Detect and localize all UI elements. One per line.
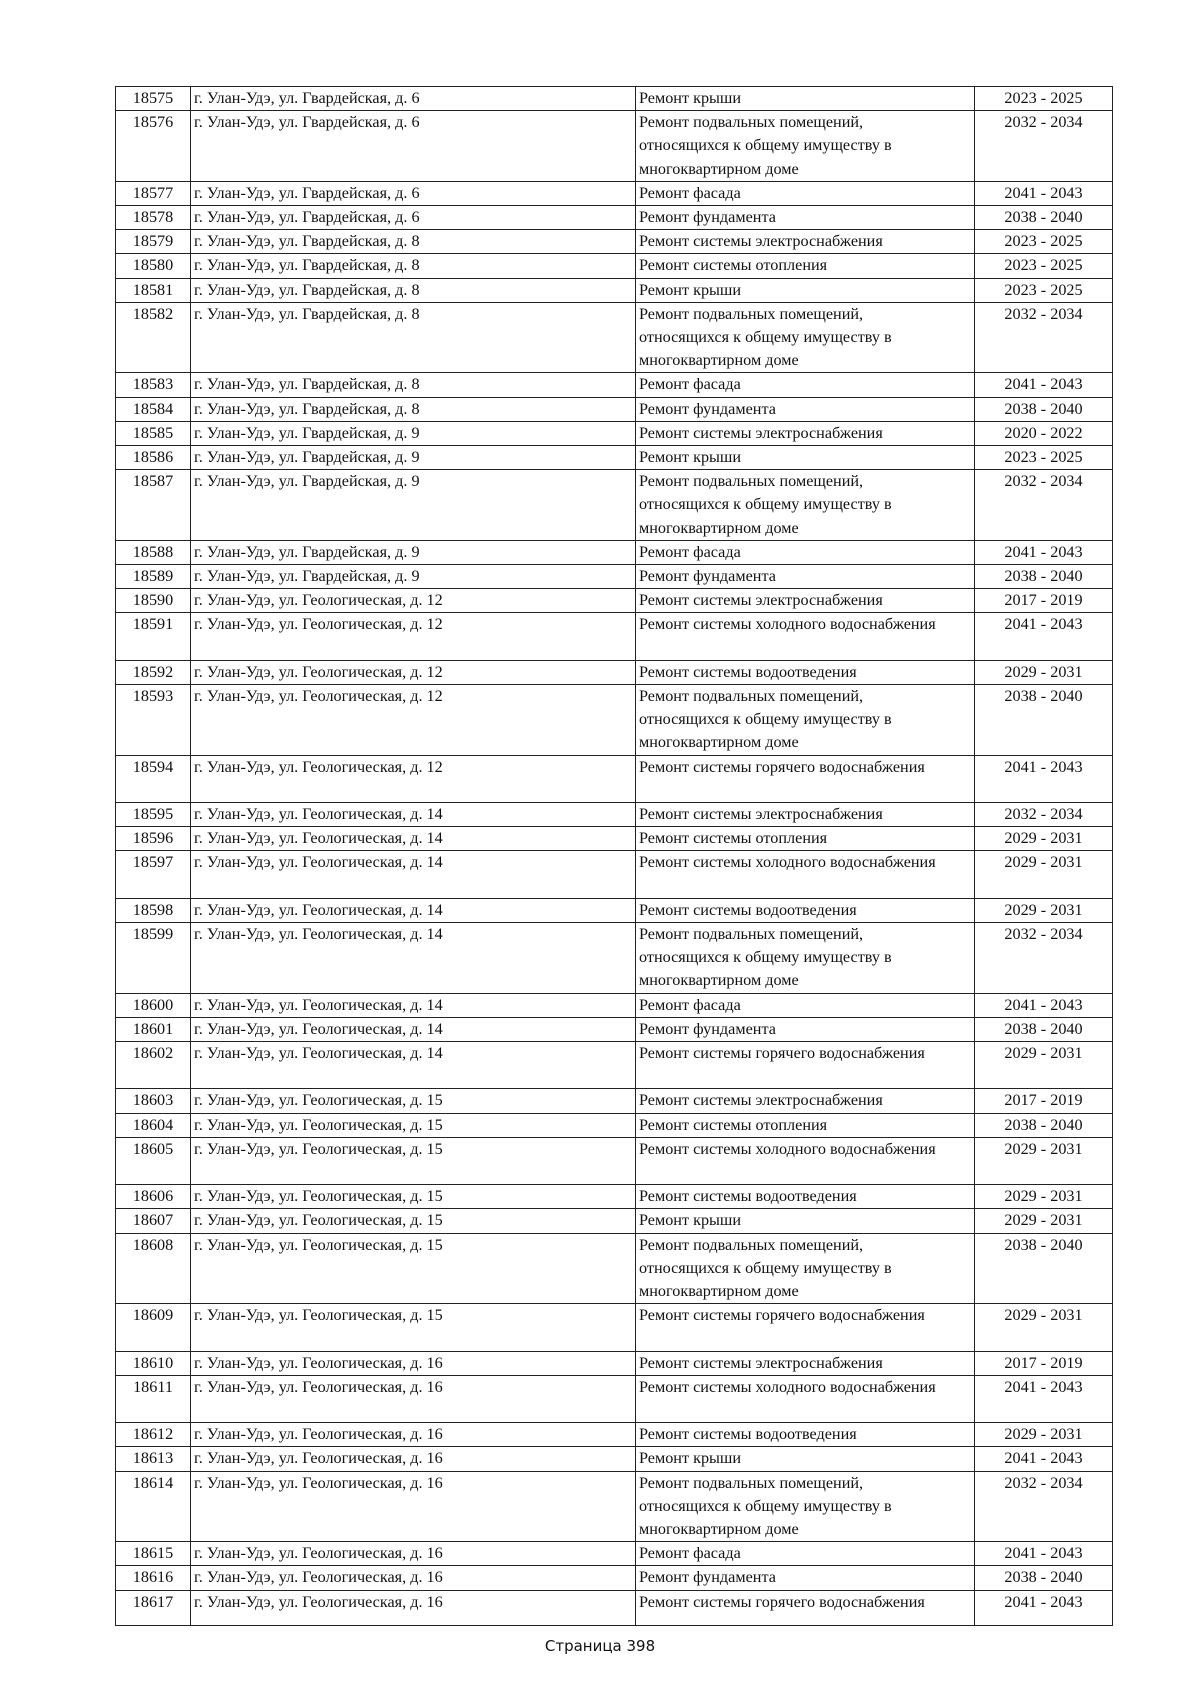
row-number-cell: 18576 bbox=[116, 111, 191, 182]
table-row bbox=[116, 993, 1113, 1017]
address-cell: г. Улан-Удэ, ул. Геологическая, д. 16 bbox=[191, 1471, 636, 1542]
work-type-cell: Ремонт системы электроснабжения bbox=[636, 803, 975, 827]
table-row bbox=[116, 181, 1113, 205]
table-row bbox=[116, 923, 1113, 994]
work-type-cell: Ремонт фасада bbox=[636, 1542, 975, 1566]
row-number-cell: 18595 bbox=[116, 803, 191, 827]
address-cell: г. Улан-Удэ, ул. Геологическая, д. 12 bbox=[191, 755, 636, 802]
table-row bbox=[116, 1375, 1113, 1422]
work-type-cell: Ремонт системы отопления bbox=[636, 827, 975, 851]
table-row bbox=[116, 1137, 1113, 1184]
repair-schedule-table bbox=[115, 86, 1113, 1626]
work-type-cell: Ремонт фундамента bbox=[636, 1017, 975, 1041]
address-cell: г. Улан-Удэ, ул. Геологическая, д. 14 bbox=[191, 803, 636, 827]
address-cell: г. Улан-Удэ, ул. Геологическая, д. 16 bbox=[191, 1542, 636, 1566]
period-cell: 2041 - 2043 bbox=[975, 181, 1113, 205]
period-cell: 2029 - 2031 bbox=[975, 1185, 1113, 1209]
period-cell: 2029 - 2031 bbox=[975, 1042, 1113, 1089]
work-type-cell: Ремонт подвальных помещений, относящихся к общему имуществу в многоквартирном доме bbox=[636, 1471, 975, 1542]
work-type-cell: Ремонт фундамента bbox=[636, 565, 975, 589]
row-number-cell: 18585 bbox=[116, 421, 191, 445]
row-number-cell: 18613 bbox=[116, 1447, 191, 1471]
period-cell: 2029 - 2031 bbox=[975, 1304, 1113, 1351]
address-cell: г. Улан-Удэ, ул. Геологическая, д. 12 bbox=[191, 660, 636, 684]
address-cell: г. Улан-Удэ, ул. Геологическая, д. 14 bbox=[191, 1042, 636, 1089]
address-cell: г. Улан-Удэ, ул. Геологическая, д. 16 bbox=[191, 1375, 636, 1422]
table-row bbox=[116, 1113, 1113, 1137]
period-cell: 2032 - 2034 bbox=[975, 923, 1113, 994]
period-cell: 2032 - 2034 bbox=[975, 111, 1113, 182]
address-cell: г. Улан-Удэ, ул. Гвардейская, д. 6 bbox=[191, 87, 636, 111]
table-row bbox=[116, 589, 1113, 613]
work-type-cell: Ремонт фундамента bbox=[636, 397, 975, 421]
row-number-cell: 18577 bbox=[116, 181, 191, 205]
address-cell: г. Улан-Удэ, ул. Геологическая, д. 15 bbox=[191, 1137, 636, 1184]
period-cell: 2023 - 2025 bbox=[975, 230, 1113, 254]
table-row bbox=[116, 1089, 1113, 1113]
address-cell: г. Улан-Удэ, ул. Гвардейская, д. 8 bbox=[191, 302, 636, 373]
table-row bbox=[116, 254, 1113, 278]
work-type-cell: Ремонт системы холодного водоснабжения bbox=[636, 1375, 975, 1422]
period-cell: 2038 - 2040 bbox=[975, 565, 1113, 589]
work-type-cell: Ремонт фундамента bbox=[636, 1566, 975, 1590]
work-type-cell: Ремонт подвальных помещений, относящихся к общему имуществу в многоквартирном доме bbox=[636, 1233, 975, 1304]
address-cell: г. Улан-Удэ, ул. Гвардейская, д. 8 bbox=[191, 230, 636, 254]
address-cell: г. Улан-Удэ, ул. Гвардейская, д. 6 bbox=[191, 206, 636, 230]
work-type-cell: Ремонт системы горячего водоснабжения bbox=[636, 1042, 975, 1089]
period-cell: 2029 - 2031 bbox=[975, 1137, 1113, 1184]
period-cell: 2029 - 2031 bbox=[975, 1209, 1113, 1233]
row-number-cell: 18612 bbox=[116, 1423, 191, 1447]
row-number-cell: 18575 bbox=[116, 87, 191, 111]
period-cell: 2017 - 2019 bbox=[975, 1089, 1113, 1113]
table-row bbox=[116, 1351, 1113, 1375]
work-type-cell: Ремонт подвальных помещений, относящихся к общему имуществу в многоквартирном доме bbox=[636, 470, 975, 541]
table-row bbox=[116, 803, 1113, 827]
address-cell: г. Улан-Удэ, ул. Гвардейская, д. 8 bbox=[191, 278, 636, 302]
address-cell: г. Улан-Удэ, ул. Геологическая, д. 15 bbox=[191, 1304, 636, 1351]
row-number-cell: 18610 bbox=[116, 1351, 191, 1375]
work-type-cell: Ремонт системы электроснабжения bbox=[636, 589, 975, 613]
period-cell: 2032 - 2034 bbox=[975, 470, 1113, 541]
work-type-cell: Ремонт системы электроснабжения bbox=[636, 1089, 975, 1113]
address-cell: г. Улан-Удэ, ул. Гвардейская, д. 9 bbox=[191, 421, 636, 445]
table-row bbox=[116, 1017, 1113, 1041]
table-row bbox=[116, 470, 1113, 541]
table-row bbox=[116, 1542, 1113, 1566]
row-number-cell: 18608 bbox=[116, 1233, 191, 1304]
row-number-cell: 18615 bbox=[116, 1542, 191, 1566]
period-cell: 2029 - 2031 bbox=[975, 851, 1113, 898]
address-cell: г. Улан-Удэ, ул. Гвардейская, д. 9 bbox=[191, 446, 636, 470]
row-number-cell: 18597 bbox=[116, 851, 191, 898]
period-cell: 2041 - 2043 bbox=[975, 993, 1113, 1017]
table-row bbox=[116, 613, 1113, 660]
period-cell: 2041 - 2043 bbox=[975, 373, 1113, 397]
period-cell: 2023 - 2025 bbox=[975, 254, 1113, 278]
row-number-cell: 18589 bbox=[116, 565, 191, 589]
work-type-cell: Ремонт системы горячего водоснабжения bbox=[636, 1304, 975, 1351]
row-number-cell: 18605 bbox=[116, 1137, 191, 1184]
table-row bbox=[116, 540, 1113, 564]
table-row bbox=[116, 1590, 1113, 1625]
table-row bbox=[116, 397, 1113, 421]
work-type-cell: Ремонт фасада bbox=[636, 373, 975, 397]
work-type-cell: Ремонт системы отопления bbox=[636, 254, 975, 278]
address-cell: г. Улан-Удэ, ул. Геологическая, д. 14 bbox=[191, 898, 636, 922]
work-type-cell: Ремонт системы горячего водоснабжения bbox=[636, 1590, 975, 1625]
address-cell: г. Улан-Удэ, ул. Геологическая, д. 14 bbox=[191, 1017, 636, 1041]
period-cell: 2029 - 2031 bbox=[975, 1423, 1113, 1447]
period-cell: 2020 - 2022 bbox=[975, 421, 1113, 445]
table-row bbox=[116, 278, 1113, 302]
address-cell: г. Улан-Удэ, ул. Гвардейская, д. 8 bbox=[191, 254, 636, 278]
row-number-cell: 18590 bbox=[116, 589, 191, 613]
period-cell: 2041 - 2043 bbox=[975, 755, 1113, 802]
work-type-cell: Ремонт фасада bbox=[636, 181, 975, 205]
table-row bbox=[116, 1566, 1113, 1590]
address-cell: г. Улан-Удэ, ул. Геологическая, д. 16 bbox=[191, 1566, 636, 1590]
table-row bbox=[116, 1233, 1113, 1304]
address-cell: г. Улан-Удэ, ул. Гвардейская, д. 9 bbox=[191, 565, 636, 589]
table-row bbox=[116, 230, 1113, 254]
period-cell: 2041 - 2043 bbox=[975, 1590, 1113, 1625]
period-cell: 2038 - 2040 bbox=[975, 397, 1113, 421]
work-type-cell: Ремонт крыши bbox=[636, 87, 975, 111]
work-type-cell: Ремонт системы электроснабжения bbox=[636, 230, 975, 254]
address-cell: г. Улан-Удэ, ул. Геологическая, д. 16 bbox=[191, 1351, 636, 1375]
row-number-cell: 18603 bbox=[116, 1089, 191, 1113]
table-row bbox=[116, 446, 1113, 470]
row-number-cell: 18607 bbox=[116, 1209, 191, 1233]
work-type-cell: Ремонт крыши bbox=[636, 278, 975, 302]
work-type-cell: Ремонт подвальных помещений, относящихся к общему имуществу в многоквартирном доме bbox=[636, 685, 975, 756]
period-cell: 2017 - 2019 bbox=[975, 589, 1113, 613]
table-row bbox=[116, 827, 1113, 851]
address-cell: г. Улан-Удэ, ул. Геологическая, д. 14 bbox=[191, 851, 636, 898]
row-number-cell: 18611 bbox=[116, 1375, 191, 1422]
table-row bbox=[116, 421, 1113, 445]
table-row bbox=[116, 1447, 1113, 1471]
row-number-cell: 18606 bbox=[116, 1185, 191, 1209]
table-row bbox=[116, 851, 1113, 898]
row-number-cell: 18578 bbox=[116, 206, 191, 230]
row-number-cell: 18593 bbox=[116, 685, 191, 756]
period-cell: 2041 - 2043 bbox=[975, 1375, 1113, 1422]
period-cell: 2041 - 2043 bbox=[975, 1447, 1113, 1471]
work-type-cell: Ремонт системы водоотведения bbox=[636, 660, 975, 684]
period-cell: 2041 - 2043 bbox=[975, 1542, 1113, 1566]
address-cell: г. Улан-Удэ, ул. Геологическая, д. 12 bbox=[191, 685, 636, 756]
work-type-cell: Ремонт фундамента bbox=[636, 206, 975, 230]
table-row bbox=[116, 1304, 1113, 1351]
row-number-cell: 18604 bbox=[116, 1113, 191, 1137]
address-cell: г. Улан-Удэ, ул. Гвардейская, д. 6 bbox=[191, 111, 636, 182]
work-type-cell: Ремонт подвальных помещений, относящихся к общему имуществу в многоквартирном доме bbox=[636, 302, 975, 373]
address-cell: г. Улан-Удэ, ул. Геологическая, д. 12 bbox=[191, 589, 636, 613]
table-row bbox=[116, 685, 1113, 756]
work-type-cell: Ремонт системы холодного водоснабжения bbox=[636, 613, 975, 660]
row-number-cell: 18599 bbox=[116, 923, 191, 994]
work-type-cell: Ремонт системы водоотведения bbox=[636, 898, 975, 922]
row-number-cell: 18596 bbox=[116, 827, 191, 851]
period-cell: 2023 - 2025 bbox=[975, 446, 1113, 470]
work-type-cell: Ремонт подвальных помещений, относящихся к общему имуществу в многоквартирном доме bbox=[636, 923, 975, 994]
period-cell: 2038 - 2040 bbox=[975, 206, 1113, 230]
work-type-cell: Ремонт системы электроснабжения bbox=[636, 1351, 975, 1375]
row-number-cell: 18583 bbox=[116, 373, 191, 397]
address-cell: г. Улан-Удэ, ул. Геологическая, д. 14 bbox=[191, 923, 636, 994]
period-cell: 2038 - 2040 bbox=[975, 1566, 1113, 1590]
address-cell: г. Улан-Удэ, ул. Гвардейская, д. 8 bbox=[191, 373, 636, 397]
row-number-cell: 18582 bbox=[116, 302, 191, 373]
table-row bbox=[116, 565, 1113, 589]
address-cell: г. Улан-Удэ, ул. Геологическая, д. 15 bbox=[191, 1209, 636, 1233]
row-number-cell: 18581 bbox=[116, 278, 191, 302]
work-type-cell: Ремонт системы холодного водоснабжения bbox=[636, 851, 975, 898]
table-row bbox=[116, 660, 1113, 684]
address-cell: г. Улан-Удэ, ул. Гвардейская, д. 8 bbox=[191, 397, 636, 421]
period-cell: 2038 - 2040 bbox=[975, 1017, 1113, 1041]
work-type-cell: Ремонт крыши bbox=[636, 446, 975, 470]
period-cell: 2038 - 2040 bbox=[975, 1113, 1113, 1137]
table-row bbox=[116, 755, 1113, 802]
row-number-cell: 18579 bbox=[116, 230, 191, 254]
row-number-cell: 18580 bbox=[116, 254, 191, 278]
work-type-cell: Ремонт системы холодного водоснабжения bbox=[636, 1137, 975, 1184]
work-type-cell: Ремонт фасада bbox=[636, 540, 975, 564]
row-number-cell: 18588 bbox=[116, 540, 191, 564]
work-type-cell: Ремонт системы электроснабжения bbox=[636, 421, 975, 445]
work-type-cell: Ремонт фасада bbox=[636, 993, 975, 1017]
address-cell: г. Улан-Удэ, ул. Геологическая, д. 14 bbox=[191, 993, 636, 1017]
address-cell: г. Улан-Удэ, ул. Геологическая, д. 12 bbox=[191, 613, 636, 660]
row-number-cell: 18617 bbox=[116, 1590, 191, 1625]
table-row bbox=[116, 87, 1113, 111]
work-type-cell: Ремонт крыши bbox=[636, 1447, 975, 1471]
work-type-cell: Ремонт системы водоотведения bbox=[636, 1423, 975, 1447]
period-cell: 2041 - 2043 bbox=[975, 540, 1113, 564]
row-number-cell: 18587 bbox=[116, 470, 191, 541]
address-cell: г. Улан-Удэ, ул. Гвардейская, д. 9 bbox=[191, 540, 636, 564]
period-cell: 2038 - 2040 bbox=[975, 1233, 1113, 1304]
row-number-cell: 18602 bbox=[116, 1042, 191, 1089]
address-cell: г. Улан-Удэ, ул. Геологическая, д. 15 bbox=[191, 1113, 636, 1137]
work-type-cell: Ремонт подвальных помещений, относящихся к общему имуществу в многоквартирном доме bbox=[636, 111, 975, 182]
row-number-cell: 18584 bbox=[116, 397, 191, 421]
table-row bbox=[116, 302, 1113, 373]
row-number-cell: 18598 bbox=[116, 898, 191, 922]
table-row bbox=[116, 1042, 1113, 1089]
address-cell: г. Улан-Удэ, ул. Геологическая, д. 15 bbox=[191, 1089, 636, 1113]
row-number-cell: 18601 bbox=[116, 1017, 191, 1041]
table-row bbox=[116, 1209, 1113, 1233]
address-cell: г. Улан-Удэ, ул. Геологическая, д. 16 bbox=[191, 1423, 636, 1447]
work-type-cell: Ремонт системы водоотведения bbox=[636, 1185, 975, 1209]
row-number-cell: 18586 bbox=[116, 446, 191, 470]
page-number: Страница 398 bbox=[544, 1637, 656, 1655]
work-type-cell: Ремонт системы отопления bbox=[636, 1113, 975, 1137]
address-cell: г. Улан-Удэ, ул. Геологическая, д. 15 bbox=[191, 1233, 636, 1304]
table-row bbox=[116, 206, 1113, 230]
period-cell: 2023 - 2025 bbox=[975, 87, 1113, 111]
row-number-cell: 18592 bbox=[116, 660, 191, 684]
table-row bbox=[116, 898, 1113, 922]
address-cell: г. Улан-Удэ, ул. Геологическая, д. 16 bbox=[191, 1447, 636, 1471]
table-row bbox=[116, 1423, 1113, 1447]
period-cell: 2029 - 2031 bbox=[975, 898, 1113, 922]
work-type-cell: Ремонт системы горячего водоснабжения bbox=[636, 755, 975, 802]
address-cell: г. Улан-Удэ, ул. Гвардейская, д. 6 bbox=[191, 181, 636, 205]
table-body bbox=[116, 87, 1113, 1626]
work-type-cell: Ремонт крыши bbox=[636, 1209, 975, 1233]
row-number-cell: 18616 bbox=[116, 1566, 191, 1590]
period-cell: 2032 - 2034 bbox=[975, 803, 1113, 827]
table-row bbox=[116, 1471, 1113, 1542]
period-cell: 2032 - 2034 bbox=[975, 302, 1113, 373]
address-cell: г. Улан-Удэ, ул. Геологическая, д. 16 bbox=[191, 1590, 636, 1625]
table-row bbox=[116, 111, 1113, 182]
row-number-cell: 18591 bbox=[116, 613, 191, 660]
row-number-cell: 18614 bbox=[116, 1471, 191, 1542]
table-row bbox=[116, 373, 1113, 397]
period-cell: 2032 - 2034 bbox=[975, 1471, 1113, 1542]
period-cell: 2029 - 2031 bbox=[975, 827, 1113, 851]
row-number-cell: 18600 bbox=[116, 993, 191, 1017]
period-cell: 2041 - 2043 bbox=[975, 613, 1113, 660]
period-cell: 2017 - 2019 bbox=[975, 1351, 1113, 1375]
table-row bbox=[116, 1185, 1113, 1209]
row-number-cell: 18594 bbox=[116, 755, 191, 802]
period-cell: 2038 - 2040 bbox=[975, 685, 1113, 756]
period-cell: 2023 - 2025 bbox=[975, 278, 1113, 302]
period-cell: 2029 - 2031 bbox=[975, 660, 1113, 684]
row-number-cell: 18609 bbox=[116, 1304, 191, 1351]
address-cell: г. Улан-Удэ, ул. Гвардейская, д. 9 bbox=[191, 470, 636, 541]
address-cell: г. Улан-Удэ, ул. Геологическая, д. 14 bbox=[191, 827, 636, 851]
address-cell: г. Улан-Удэ, ул. Геологическая, д. 15 bbox=[191, 1185, 636, 1209]
